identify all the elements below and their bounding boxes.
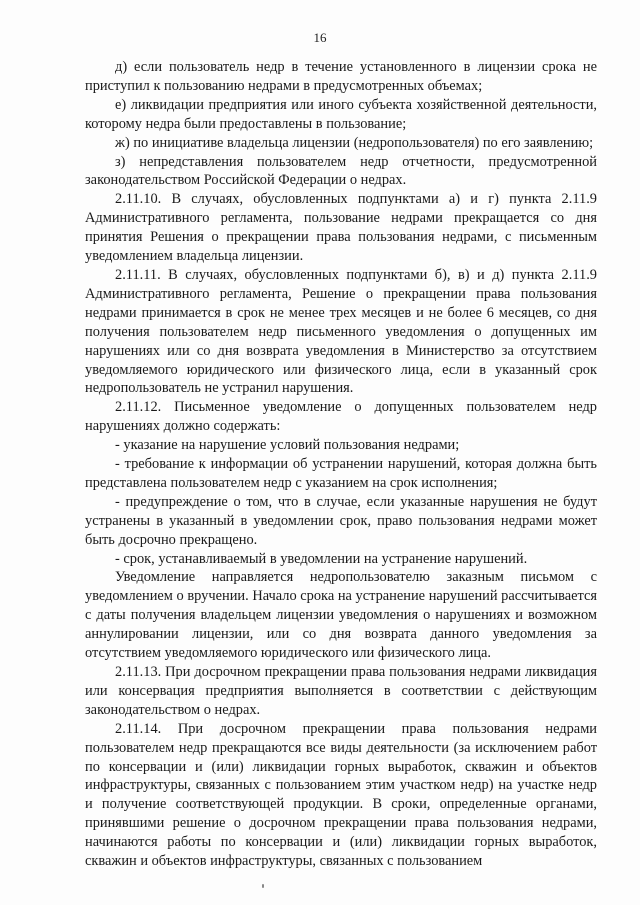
document-body <box>85 58 597 871</box>
paragraph-item-zh: ж) по инициативе владельца лицензии (недропользователя) по его заявлению; <box>115 134 594 151</box>
paragraph-item-z: з) непредставления пользователем недр отчетности, предусмотренной законодательством Российской Федерации о недрах. <box>85 153 597 189</box>
paragraph-2-11-14: 2.11.14. При досрочном прекращении права пользования недрами пользователем недр прекращаются все виды деятельности (за исключением работ по консервации и (или) ликвидации горных выработок, скважин и объектов инфраструктуры, связанных с пользованием этим участком недр) на участке недр и получение соответствующей продукции. В сроки, определенные органами, принявшими решение о досрочном прекращении права пользования недрами, начинаются работы по консервации и (или) ликвидации горных выработок, скважин и объектов инфраструктуры, связанных с пользованием <box>85 720 597 870</box>
paragraph-notification: Уведомление направляется недропользователю заказным письмом с уведомлением о вручении. Начало срока на устранение нарушений рассчитывается с даты получения владельцем лицензии уведомления о нарушениях и возможном аннулировании лицензии, или со дня возврата данного уведомления за отсутствием уведомляемого юридического или физического лица. <box>85 569 597 662</box>
paragraph-2-11-12: 2.11.12. Письменное уведомление о допущенных пользователем недр нарушениях должно содержать: <box>85 399 597 435</box>
page-number: 16 <box>313 30 327 45</box>
paragraph-2-11-10: 2.11.10. В случаях, обусловленных подпунктами а) и г) пункта 2.11.9 Административного регламента, пользование недрами прекращается со дня принятия Решения о прекращении права пользования недрами, с письменным уведомлением владельца лицензии. <box>85 191 597 265</box>
paragraph-2-11-11: 2.11.11. В случаях, обусловленных подпунктами б), в) и д) пункта 2.11.9 Административного регламента, Решение о прекращении права пользования недрами принимается в срок не менее трех месяцев и не более 6 месяцев, со дня получения пользователем недр письменного уведомления о допущенных им нарушениях или со дня возврата уведомления в Министерство за отсутствием уведомляемого юридического или физического лица, если в указанный срок недропользователь не устранил нарушения. <box>85 266 597 397</box>
list-item-violation: - указание на нарушение условий пользования недрами; <box>115 437 460 454</box>
paragraph-item-d: д) если пользователь недр в течение установленного в лицензии срока не приступил к пользованию недрами в предусмотренных объемах; <box>85 59 597 94</box>
paragraph-item-e: е) ликвидации предприятия или иного субъекта хозяйственной деятельности, которому недра были предоставлены в пользование; <box>85 96 597 132</box>
paragraph-2-11-13: 2.11.13. При досрочном прекращении права пользования недрами ликвидация или консервация предприятия выполняется в соответствии с действующим законодательством о недрах. <box>85 664 597 718</box>
list-item-warning: - предупреждение о том, что в случае, если указанные нарушения не будут устранены в указанный в уведомлении срок, право пользования недрами может быть досрочно прекращено. <box>85 493 597 548</box>
scan-mark <box>262 884 264 888</box>
list-item-deadline: - срок, устанавливаемый в уведомлении на устранение нарушений. <box>115 550 528 567</box>
list-item-requirement: - требование к информации об устранении нарушений, которая должна быть представлена пользователем недр с указанием на срок исполнения; <box>85 456 597 491</box>
